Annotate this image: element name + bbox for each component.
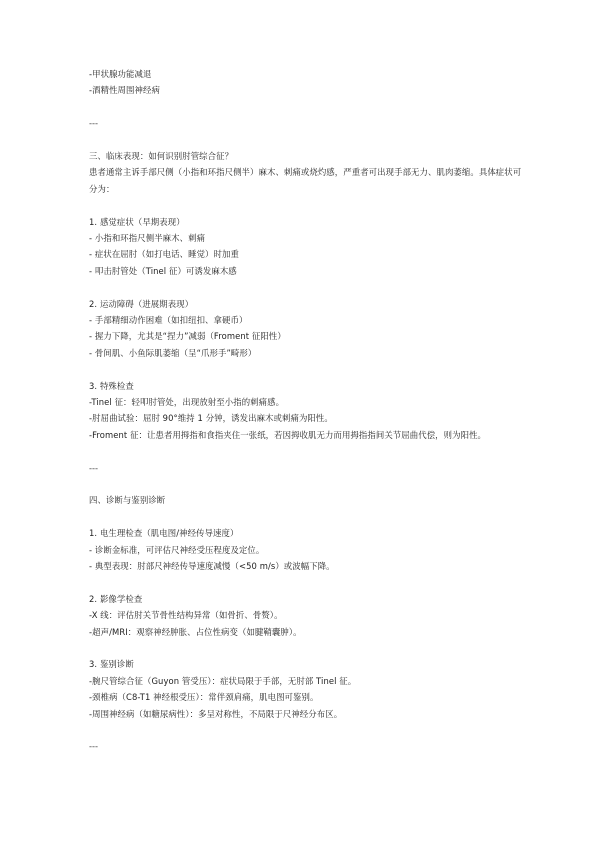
list-item: -Froment 征：让患者用拇指和食指夹住一张纸，若因拇收肌无力而用拇指指间关节屈曲代偿，则为阳性。 <box>89 429 487 440</box>
document-body <box>89 66 529 755</box>
list-item: - 小指和环指尺侧半麻木、刺痛 <box>89 233 206 244</box>
subsection-title: 2. 运动障碍（进展期表现） <box>89 298 194 309</box>
separator: --- <box>89 118 99 129</box>
subsection-title: 3. 特殊检查 <box>89 380 134 391</box>
list-item: -超声/MRI：观察神经肿胀、占位性病变（如腱鞘囊肿）。 <box>89 626 302 637</box>
list-item: -腕尺管综合征（Guyon 管受压）：症状局限于手部，无肘部 Tinel 征。 <box>89 675 357 686</box>
list-item: - 握力下降，尤其是“捏力”减弱（Froment 征阳性） <box>89 331 286 342</box>
list-item: -Tinel 征：轻叩肘管处，出现放射至小指的刺痛感。 <box>89 397 285 408</box>
list-item: -肘屈曲试验：屈肘 90°维持 1 分钟，诱发出麻木或刺痛为阳性。 <box>89 413 333 424</box>
subsection-title: 1. 电生理检查（肌电图/神经传导速度） <box>89 528 239 539</box>
list-item: - 骨间肌、小鱼际肌萎缩（呈“爪形手”畸形） <box>89 347 257 358</box>
subsection-title: 3. 鉴别诊断 <box>89 659 134 670</box>
subsection-title: 1. 感觉症状（早期表现） <box>89 216 185 227</box>
list-item: - 典型表现：肘部尺神经传导速度减慢（<50 m/s）或波幅下降。 <box>89 561 335 572</box>
section-heading: 四、诊断与鉴别诊断 <box>89 495 166 506</box>
list-item: - 症状在屈肘（如打电话、睡觉）时加重 <box>89 249 239 260</box>
section-heading: 三、临床表现：如何识别肘管综合征？ <box>89 151 234 161</box>
paragraph: 患者通常主诉手部尺侧（小指和环指尺侧半）麻木、刺痛或烧灼感，严重者可出现手部无力、肌肉萎缩。具体症状可分为： <box>89 167 522 194</box>
separator: --- <box>89 741 99 752</box>
subsection-title: 2. 影像学检查 <box>89 593 143 604</box>
separator: --- <box>89 462 99 473</box>
list-item: - 手部精细动作困难（如扣纽扣、拿硬币） <box>89 315 248 326</box>
list-item: -颈椎病（C8-T1 神经根受压）：常伴颈肩痛，肌电图可鉴别。 <box>89 692 319 703</box>
list-item: -周围神经病（如糖尿病性）：多呈对称性，不局限于尺神经分布区。 <box>89 708 343 719</box>
list-item: - 叩击肘管处（Tinel 征）可诱发麻木感 <box>89 265 237 276</box>
list-item: -酒精性周围神经病 <box>89 85 160 96</box>
list-item: - 诊断金标准，可评估尺神经受压程度及定位。 <box>89 544 265 555</box>
list-item: -甲状腺功能减退 <box>89 69 152 79</box>
list-item: -X 线：评估肘关节骨性结构异常（如骨折、骨赘）。 <box>89 610 283 621</box>
